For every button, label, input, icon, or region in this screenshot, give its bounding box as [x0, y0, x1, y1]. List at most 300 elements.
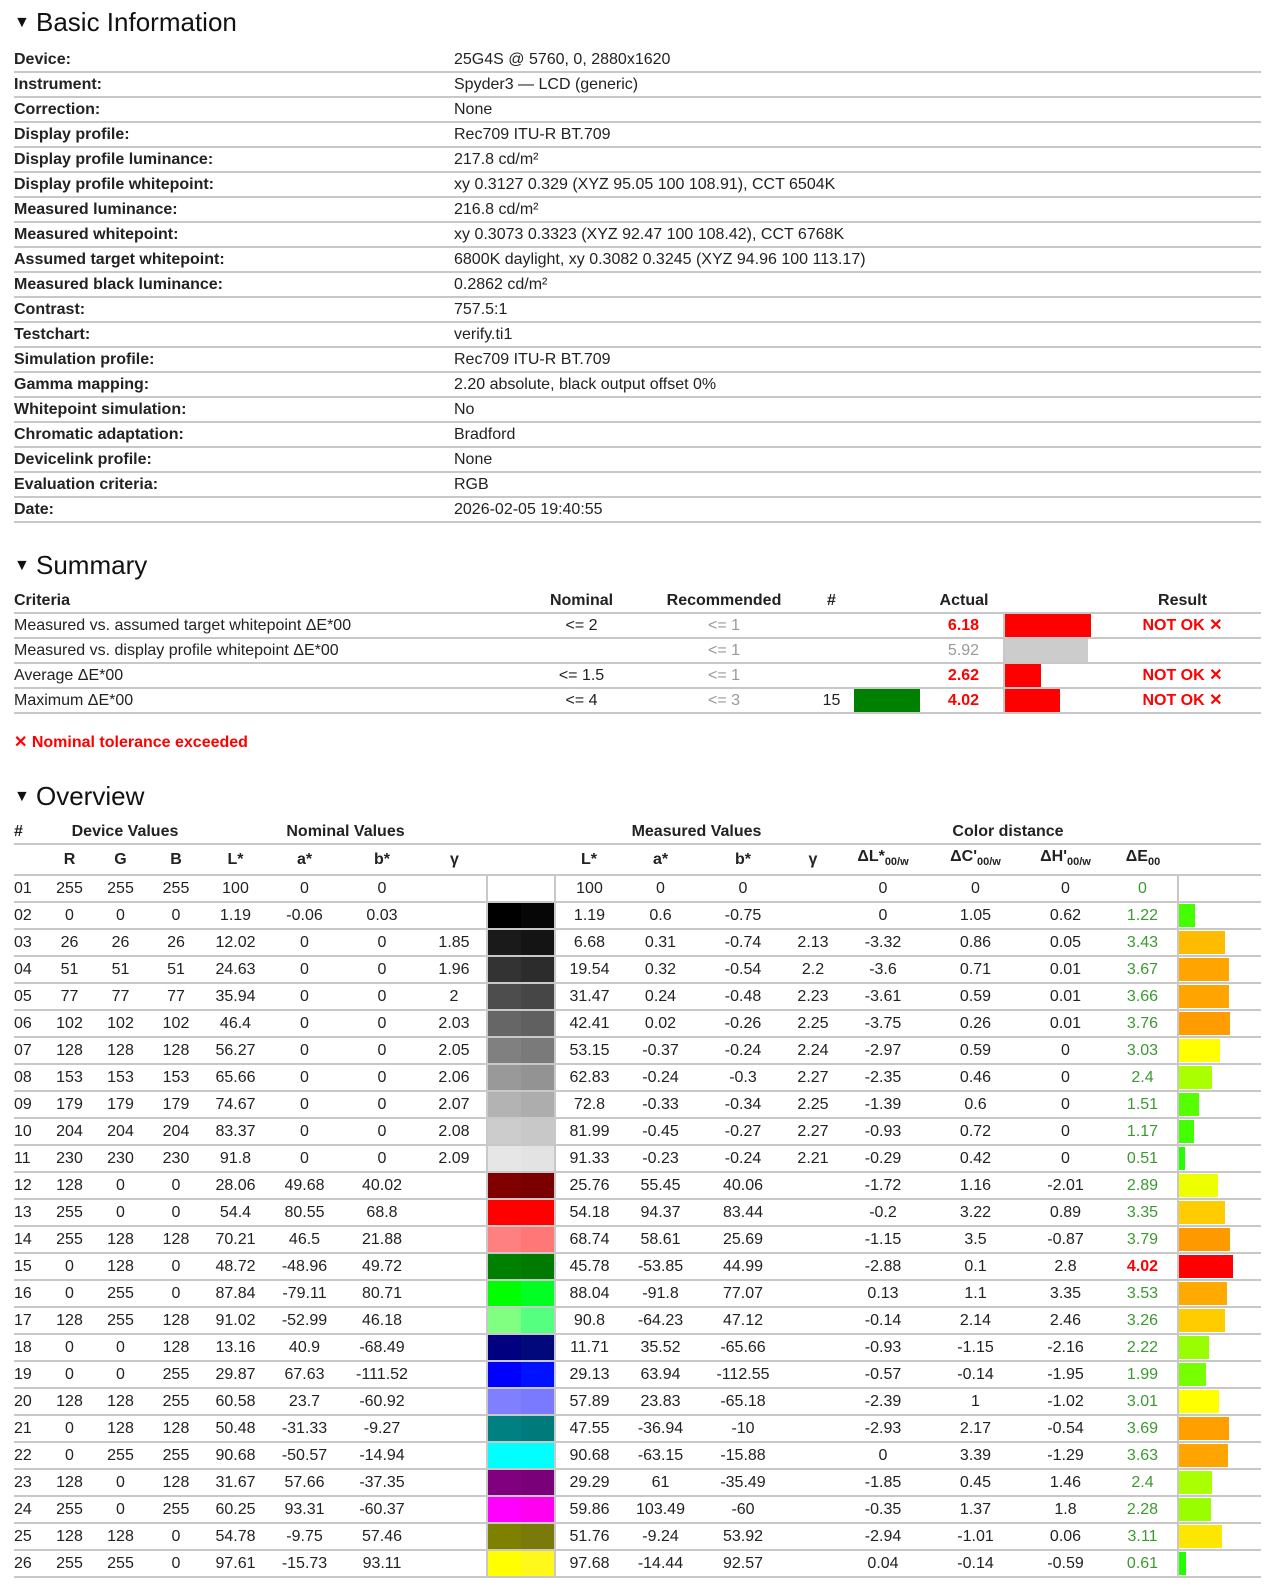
summary-row: [14, 613, 1261, 638]
delta-h: 0.62: [1023, 902, 1108, 929]
col-nominal: Nominal: [524, 589, 639, 613]
delta-c: 0.59: [928, 983, 1023, 1010]
delta-l: -2.35: [838, 1064, 928, 1091]
recommended: <= 1: [639, 663, 809, 688]
patch-number: 02: [14, 902, 46, 929]
patch-number: 17: [14, 1307, 46, 1334]
device-b: 255: [148, 875, 204, 902]
delta-h: 2.46: [1023, 1307, 1108, 1334]
color-swatch: [487, 1226, 555, 1253]
col-measured-gamma: γ: [788, 844, 838, 875]
measured-b: 44.99: [698, 1253, 788, 1280]
delta-e-bar-cell: [1178, 1145, 1261, 1172]
nominal-l: 60.25: [204, 1496, 267, 1523]
delta-l: -0.93: [838, 1118, 928, 1145]
device-b: 255: [148, 1388, 204, 1415]
device-g: 204: [93, 1118, 148, 1145]
measured-a: 0.32: [623, 956, 698, 983]
delta-l: 0: [838, 875, 928, 902]
device-b: 128: [148, 1226, 204, 1253]
delta-e: 3.03: [1108, 1037, 1178, 1064]
device-g: 255: [93, 1280, 148, 1307]
info-label: Devicelink profile:: [14, 447, 454, 472]
measured-a: -14.44: [623, 1550, 698, 1577]
nominal-l: 48.72: [204, 1253, 267, 1280]
table-row: [14, 1469, 1261, 1496]
delta-e-bar: [1179, 1282, 1227, 1305]
color-swatch: [487, 1523, 555, 1550]
nominal-a: -52.99: [267, 1307, 342, 1334]
actual: 4.02: [924, 688, 1004, 713]
delta-e-bar-cell: [1178, 1226, 1261, 1253]
delta-l: -3.6: [838, 956, 928, 983]
delta-c: -1.15: [928, 1334, 1023, 1361]
device-b: 0: [148, 1172, 204, 1199]
nominal-b: 0: [342, 1118, 422, 1145]
actual-bar-cell: [1004, 688, 1104, 713]
device-r: 0: [46, 1361, 93, 1388]
nominal-gamma: [422, 1280, 487, 1307]
measured-b: 77.07: [698, 1280, 788, 1307]
actual-bar: [1005, 664, 1041, 687]
measured-a: -0.33: [623, 1091, 698, 1118]
measured-l: 91.33: [555, 1145, 623, 1172]
device-b: 128: [148, 1334, 204, 1361]
delta-e-bar-cell: [1178, 1388, 1261, 1415]
nominal-a: 0: [267, 1010, 342, 1037]
col-actual-bar: [1004, 589, 1104, 613]
col-measured-b: b*: [698, 844, 788, 875]
col-count: #: [809, 589, 854, 613]
measured-gamma: [788, 1523, 838, 1550]
table-row: [14, 1550, 1261, 1577]
device-b: 128: [148, 1469, 204, 1496]
delta-c: 0.71: [928, 956, 1023, 983]
col-measured-l: L*: [555, 844, 623, 875]
col-nominal-l: L*: [204, 844, 267, 875]
device-g: 255: [93, 1550, 148, 1577]
device-r: 255: [46, 1226, 93, 1253]
info-label: Chromatic adaptation:: [14, 422, 454, 447]
collapse-triangle-icon[interactable]: ▼: [14, 788, 30, 805]
measured-l: 47.55: [555, 1415, 623, 1442]
info-row: [14, 172, 1261, 197]
delta-e-bar-cell: [1178, 956, 1261, 983]
delta-h: 0: [1023, 1091, 1108, 1118]
info-value: Bradford: [454, 422, 1261, 447]
col-num: [14, 844, 46, 875]
delta-e: 0: [1108, 875, 1178, 902]
delta-e-bar-cell: [1178, 1307, 1261, 1334]
info-row: [14, 322, 1261, 347]
delta-h: 0: [1023, 1118, 1108, 1145]
info-row: [14, 447, 1261, 472]
nominal-l: 91.02: [204, 1307, 267, 1334]
measured-b: -65.18: [698, 1388, 788, 1415]
patch-number: 18: [14, 1334, 46, 1361]
info-row: [14, 372, 1261, 397]
nominal-b: -14.94: [342, 1442, 422, 1469]
device-g: 128: [93, 1388, 148, 1415]
device-r: 153: [46, 1064, 93, 1091]
measured-gamma: 2.2: [788, 956, 838, 983]
nominal-l: 28.06: [204, 1172, 267, 1199]
measured-a: -63.15: [623, 1442, 698, 1469]
nominal-a: -15.73: [267, 1550, 342, 1577]
delta-c: 0.46: [928, 1064, 1023, 1091]
device-r: 0: [46, 902, 93, 929]
device-g: 128: [93, 1226, 148, 1253]
color-swatch: [487, 1469, 555, 1496]
nominal-b: 0: [342, 1064, 422, 1091]
nominal-l: 54.78: [204, 1523, 267, 1550]
delta-h: 0: [1023, 1037, 1108, 1064]
device-b: 179: [148, 1091, 204, 1118]
info-value: 6800K daylight, xy 0.3082 0.3245 (XYZ 94.96 100 113.17): [454, 247, 1261, 272]
measured-gamma: [788, 875, 838, 902]
delta-l: -0.29: [838, 1145, 928, 1172]
nominal-b: 0: [342, 875, 422, 902]
measured-gamma: [788, 902, 838, 929]
measured-l: 88.04: [555, 1280, 623, 1307]
info-row: [14, 222, 1261, 247]
result: NOT OK ✕: [1104, 613, 1261, 638]
nominal-l: 60.58: [204, 1388, 267, 1415]
measured-a: -0.23: [623, 1145, 698, 1172]
info-label: Simulation profile:: [14, 347, 454, 372]
info-value: None: [454, 97, 1261, 122]
delta-c: -0.14: [928, 1550, 1023, 1577]
nominal-a: 0: [267, 1037, 342, 1064]
delta-e-bar-cell: [1178, 902, 1261, 929]
device-r: 0: [46, 1334, 93, 1361]
delta-e-bar: [1179, 1255, 1233, 1278]
info-row: [14, 97, 1261, 122]
nominal-gamma: [422, 875, 487, 902]
measured-l: 11.71: [555, 1334, 623, 1361]
device-r: 0: [46, 1415, 93, 1442]
measured-gamma: [788, 1550, 838, 1577]
device-b: 128: [148, 1415, 204, 1442]
group-swatch: [487, 820, 555, 844]
measured-l: 81.99: [555, 1118, 623, 1145]
measured-gamma: [788, 1361, 838, 1388]
info-label: Evaluation criteria:: [14, 472, 454, 497]
nominal-a: 46.5: [267, 1226, 342, 1253]
nominal-l: 50.48: [204, 1415, 267, 1442]
device-r: 51: [46, 956, 93, 983]
delta-e: 3.26: [1108, 1307, 1178, 1334]
nominal-b: 40.02: [342, 1172, 422, 1199]
nominal-gamma: 2.07: [422, 1091, 487, 1118]
basic-info-heading[interactable]: ▼ Basic Information: [14, 0, 1261, 44]
recommended: <= 1: [639, 638, 809, 663]
patch-number: 11: [14, 1145, 46, 1172]
delta-c: 3.39: [928, 1442, 1023, 1469]
measured-a: 35.52: [623, 1334, 698, 1361]
measured-b: -0.24: [698, 1145, 788, 1172]
nominal-gamma: [422, 1307, 487, 1334]
table-row: [14, 1172, 1261, 1199]
delta-e: 3.69: [1108, 1415, 1178, 1442]
nominal-b: 80.71: [342, 1280, 422, 1307]
color-swatch: [487, 1415, 555, 1442]
info-label: Measured black luminance:: [14, 272, 454, 297]
measured-b: -10: [698, 1415, 788, 1442]
nominal-l: 1.19: [204, 902, 267, 929]
delta-e: 2.28: [1108, 1496, 1178, 1523]
device-r: 128: [46, 1037, 93, 1064]
measured-b: 25.69: [698, 1226, 788, 1253]
nominal-b: 0: [342, 1010, 422, 1037]
measured-gamma: [788, 1226, 838, 1253]
group-distance: Color distance: [838, 820, 1178, 844]
summary-row: [14, 688, 1261, 713]
measured-gamma: 2.25: [788, 1010, 838, 1037]
device-g: 0: [93, 1496, 148, 1523]
info-value: 216.8 cd/m²: [454, 197, 1261, 222]
table-row: [14, 1226, 1261, 1253]
info-label: Contrast:: [14, 297, 454, 322]
delta-e-bar-cell: [1178, 1253, 1261, 1280]
actual-bar-cell: [1004, 663, 1104, 688]
table-row: [14, 1442, 1261, 1469]
delta-e-bar: [1179, 1363, 1206, 1386]
delta-h: 0.06: [1023, 1523, 1108, 1550]
delta-l: 0.04: [838, 1550, 928, 1577]
nominal-gamma: 2.05: [422, 1037, 487, 1064]
delta-l: -1.15: [838, 1226, 928, 1253]
delta-e-bar-cell: [1178, 929, 1261, 956]
nominal-gamma: [422, 1361, 487, 1388]
device-g: 0: [93, 1172, 148, 1199]
device-g: 255: [93, 1307, 148, 1334]
device-r: 0: [46, 1253, 93, 1280]
delta-e-bar: [1179, 1552, 1186, 1575]
device-g: 255: [93, 1442, 148, 1469]
delta-l: -3.75: [838, 1010, 928, 1037]
measured-gamma: [788, 1334, 838, 1361]
measured-a: 61: [623, 1469, 698, 1496]
delta-e-bar: [1179, 931, 1225, 954]
nominal-a: 80.55: [267, 1199, 342, 1226]
patch-number: 04: [14, 956, 46, 983]
measured-l: 68.74: [555, 1226, 623, 1253]
delta-e-bar: [1179, 1012, 1230, 1035]
delta-e-bar-cell: [1178, 1172, 1261, 1199]
result: [1104, 638, 1261, 663]
patch-number: 08: [14, 1064, 46, 1091]
color-swatch: [487, 1091, 555, 1118]
nominal-gamma: [422, 1496, 487, 1523]
color-swatch: [487, 1388, 555, 1415]
device-b: 0: [148, 1280, 204, 1307]
delta-e: 1.99: [1108, 1361, 1178, 1388]
delta-h: -1.02: [1023, 1388, 1108, 1415]
device-r: 102: [46, 1010, 93, 1037]
nominal-gamma: [422, 1550, 487, 1577]
overview-heading[interactable]: ▼ Overview: [14, 774, 1261, 818]
delta-e-bar: [1179, 1174, 1218, 1197]
delta-h: 0: [1023, 875, 1108, 902]
delta-e-bar-cell: [1178, 1496, 1261, 1523]
delta-h: 1.46: [1023, 1469, 1108, 1496]
info-label: Measured luminance:: [14, 197, 454, 222]
delta-e-bar: [1179, 1228, 1230, 1251]
patch-number: 15: [14, 1253, 46, 1280]
nominal-gamma: 2.03: [422, 1010, 487, 1037]
device-b: 102: [148, 1010, 204, 1037]
measured-gamma: 2.13: [788, 929, 838, 956]
device-b: 26: [148, 929, 204, 956]
col-delta-l: $\Delta L*_{00/w}$: [838, 844, 928, 875]
summary-heading[interactable]: ▼ Summary: [14, 543, 1261, 587]
nominal-b: -60.37: [342, 1496, 422, 1523]
device-r: 128: [46, 1172, 93, 1199]
measured-b: -112.55: [698, 1361, 788, 1388]
info-label: Display profile whitepoint:: [14, 172, 454, 197]
delta-l: 0: [838, 902, 928, 929]
info-value: No: [454, 397, 1261, 422]
color-swatch: [487, 875, 555, 902]
patch-number: 12: [14, 1172, 46, 1199]
delta-e: 3.63: [1108, 1442, 1178, 1469]
nominal-a: 0: [267, 1091, 342, 1118]
info-row: [14, 397, 1261, 422]
device-b: 153: [148, 1064, 204, 1091]
delta-l: -0.35: [838, 1496, 928, 1523]
nominal: <= 1.5: [524, 663, 639, 688]
delta-e: 3.35: [1108, 1199, 1178, 1226]
delta-c: 0.86: [928, 929, 1023, 956]
measured-l: 90.8: [555, 1307, 623, 1334]
measured-gamma: 2.27: [788, 1064, 838, 1091]
patch-number: 14: [14, 1226, 46, 1253]
delta-c: 0: [928, 875, 1023, 902]
patch-number: 21: [14, 1415, 46, 1442]
nominal-b: 49.72: [342, 1253, 422, 1280]
delta-e: 3.43: [1108, 929, 1178, 956]
actual: 2.62: [924, 663, 1004, 688]
result: NOT OK ✕: [1104, 688, 1261, 713]
count-swatch-cell: [854, 663, 924, 688]
table-row: [14, 1064, 1261, 1091]
table-row: [14, 1523, 1261, 1550]
info-value: 25G4S @ 5760, 0, 2880x1620: [454, 48, 1261, 72]
delta-e: 1.17: [1108, 1118, 1178, 1145]
nominal-a: -48.96: [267, 1253, 342, 1280]
delta-e: 2.4: [1108, 1469, 1178, 1496]
delta-c: -0.14: [928, 1361, 1023, 1388]
device-r: 255: [46, 1496, 93, 1523]
measured-gamma: [788, 1496, 838, 1523]
delta-e: 4.02: [1108, 1253, 1178, 1280]
nominal-l: 56.27: [204, 1037, 267, 1064]
info-row: [14, 472, 1261, 497]
table-row: [14, 956, 1261, 983]
nominal-a: 67.63: [267, 1361, 342, 1388]
delta-e-bar: [1179, 1147, 1185, 1170]
table-row: [14, 1118, 1261, 1145]
info-value: Spyder3 — LCD (generic): [454, 72, 1261, 97]
patch-number: 26: [14, 1550, 46, 1577]
delta-l: -1.39: [838, 1091, 928, 1118]
nominal-gamma: [422, 1469, 487, 1496]
delta-e-bar-cell: [1178, 1442, 1261, 1469]
measured-gamma: 2.25: [788, 1091, 838, 1118]
criteria: Maximum ΔE*00: [14, 688, 524, 713]
delta-e: 3.11: [1108, 1523, 1178, 1550]
nominal: [524, 638, 639, 663]
collapse-triangle-icon[interactable]: ▼: [14, 14, 30, 31]
delta-e-bar: [1179, 985, 1229, 1008]
col-nominal-b: b*: [342, 844, 422, 875]
measured-gamma: [788, 1199, 838, 1226]
info-value: verify.ti1: [454, 322, 1261, 347]
delta-h: 0.89: [1023, 1199, 1108, 1226]
nominal-b: -60.92: [342, 1388, 422, 1415]
measured-a: -91.8: [623, 1280, 698, 1307]
measured-gamma: [788, 1253, 838, 1280]
delta-l: -2.97: [838, 1037, 928, 1064]
measured-a: 55.45: [623, 1172, 698, 1199]
measured-l: 31.47: [555, 983, 623, 1010]
tolerance-note: ✕ Nominal tolerance exceeded: [14, 734, 248, 751]
device-r: 77: [46, 983, 93, 1010]
criteria: Measured vs. assumed target whitepoint ΔE*00: [14, 613, 524, 638]
device-g: 128: [93, 1523, 148, 1550]
device-b: 204: [148, 1118, 204, 1145]
table-row: [14, 875, 1261, 902]
measured-b: -0.74: [698, 929, 788, 956]
count-swatch-cell: [854, 688, 924, 713]
result: NOT OK ✕: [1104, 663, 1261, 688]
measured-gamma: 2.21: [788, 1145, 838, 1172]
info-label: Measured whitepoint:: [14, 222, 454, 247]
info-row: [14, 422, 1261, 447]
device-g: 0: [93, 1361, 148, 1388]
device-g: 0: [93, 1334, 148, 1361]
device-b: 128: [148, 1307, 204, 1334]
device-b: 255: [148, 1361, 204, 1388]
actual-bar-cell: [1004, 638, 1104, 663]
delta-e-bar: [1179, 1417, 1229, 1440]
info-label: Assumed target whitepoint:: [14, 247, 454, 272]
delta-e: 3.01: [1108, 1388, 1178, 1415]
delta-l: -1.72: [838, 1172, 928, 1199]
measured-a: 0.24: [623, 983, 698, 1010]
nominal-gamma: [422, 1388, 487, 1415]
delta-e-bar-cell: [1178, 1361, 1261, 1388]
info-label: Instrument:: [14, 72, 454, 97]
color-swatch: [487, 1064, 555, 1091]
summary-row: [14, 663, 1261, 688]
measured-a: -53.85: [623, 1253, 698, 1280]
measured-b: 83.44: [698, 1199, 788, 1226]
nominal-a: -0.06: [267, 902, 342, 929]
delta-c: 1.37: [928, 1496, 1023, 1523]
measured-a: 58.61: [623, 1226, 698, 1253]
nominal-b: 0: [342, 929, 422, 956]
measured-l: 6.68: [555, 929, 623, 956]
delta-e-bar: [1179, 1066, 1212, 1089]
delta-l: -2.39: [838, 1388, 928, 1415]
table-row: [14, 1145, 1261, 1172]
nominal-l: 46.4: [204, 1010, 267, 1037]
collapse-triangle-icon[interactable]: ▼: [14, 557, 30, 574]
measured-a: 0: [623, 875, 698, 902]
col-delta-h: $\Delta H'_{00/w}$: [1023, 844, 1108, 875]
